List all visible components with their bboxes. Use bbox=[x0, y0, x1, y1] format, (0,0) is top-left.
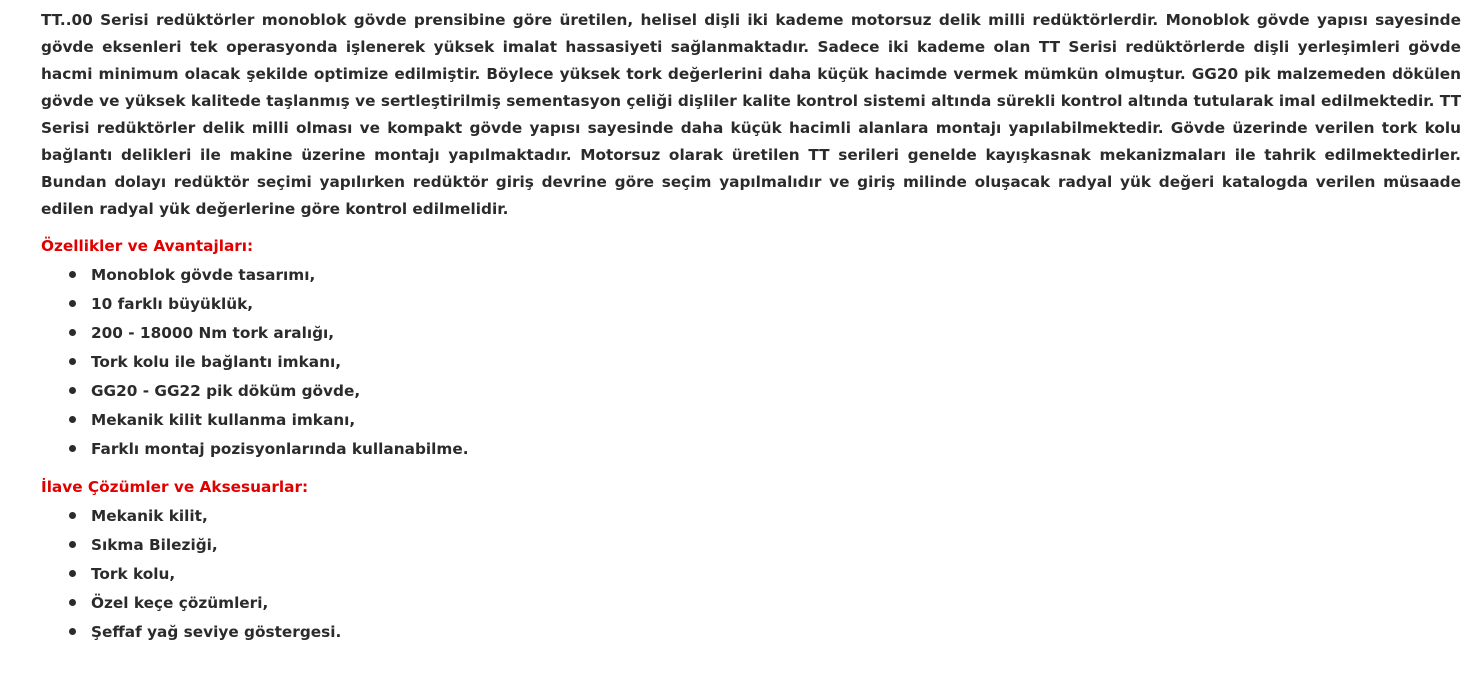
bullet-icon bbox=[69, 628, 76, 635]
list-item-text: Özel keçe çözümleri, bbox=[91, 594, 269, 612]
list-item bbox=[65, 502, 1461, 531]
bullet-icon bbox=[69, 541, 76, 548]
list-item-text: Mekanik kilit kullanma imkanı, bbox=[91, 411, 356, 429]
list-item bbox=[65, 348, 1461, 377]
list-item bbox=[65, 377, 1461, 406]
list-item-text: Monoblok gövde tasarımı, bbox=[91, 266, 316, 284]
accessories-heading: İlave Çözümler ve Aksesuarlar: bbox=[41, 478, 309, 496]
bullet-icon bbox=[69, 416, 76, 423]
list-item-text: 200 - 18000 Nm tork aralığı, bbox=[91, 324, 335, 342]
list-item bbox=[65, 589, 1461, 618]
list-item bbox=[65, 560, 1461, 589]
list-item bbox=[65, 618, 1461, 647]
bullet-icon bbox=[69, 271, 76, 278]
product-description bbox=[41, 7, 1461, 647]
list-item-text: GG20 - GG22 pik döküm gövde, bbox=[91, 382, 361, 400]
bullet-icon bbox=[69, 445, 76, 452]
list-item-text: Tork kolu ile bağlantı imkanı, bbox=[91, 353, 342, 371]
bullet-icon bbox=[69, 358, 76, 365]
bullet-icon bbox=[69, 300, 76, 307]
intro-paragraph: TT..00 Serisi redüktörler monoblok gövde prensibine göre üretilen, helisel dişli iki kademe motorsuz delik milli redüktörlerdir. Monoblok gövde yapısı sayesinde gövde eksenleri tek operasyonda işlenerek yüksek imalat hassasiyeti sağlanmaktadır. Sadece iki kademe olan TT Serisi redüktörlerde dişli yerleşimleri gövde hacmi minimum olacak şekilde optimize edilmiştir. Böylece yüksek tork değerlerini daha küçük hacimde vermek mümkün olmuştur. GG20 pik malzemeden dökülen gövde ve yüksek kalitede taşlanmış ve sertleştirilmiş sementasyon çeliği dişliler kalite kontrol sistemi altında sürekli kontrol altında tutularak imal edilmektedir. TT Serisi redüktörler delik milli olması ve kompakt gövde yapısı sayesinde daha küçük hacimli alanlara montajı yapılabilmektedir. Gövde üzerinde verilen tork kolu bağlantı delikleri ile makine üzerine montajı yapılmaktadır. Motorsuz olarak üretilen TT serileri genelde kayışkasnak mekanizmaları ile tahrik edilmektedirler. Bundan dolayı redüktör seçimi yapılırken redüktör giriş devrine göre seçim yapılmalıdır ve giriş milinde oluşacak radyal yük değeri katalogda verilen müsaade edilen radyal yük değerlerine göre kontrol edilmelidir. bbox=[41, 11, 1461, 218]
list-item-text: Şeffaf yağ seviye göstergesi. bbox=[91, 623, 342, 641]
list-item-text: 10 farklı büyüklük, bbox=[91, 295, 254, 313]
bullet-icon bbox=[69, 329, 76, 336]
list-item bbox=[65, 261, 1461, 290]
bullet-icon bbox=[69, 599, 76, 606]
list-item bbox=[65, 435, 1461, 464]
list-item-text: Farklı montaj pozisyonlarında kullanabilme. bbox=[91, 440, 469, 458]
list-item-text: Tork kolu, bbox=[91, 565, 176, 583]
list-item bbox=[65, 406, 1461, 435]
features-list bbox=[41, 261, 1461, 464]
list-item-text: Sıkma Bileziği, bbox=[91, 536, 218, 554]
bullet-icon bbox=[69, 512, 76, 519]
list-item bbox=[65, 319, 1461, 348]
bullet-icon bbox=[69, 387, 76, 394]
list-item-text: Mekanik kilit, bbox=[91, 507, 208, 525]
bullet-icon bbox=[69, 570, 76, 577]
list-item bbox=[65, 290, 1461, 319]
accessories-list bbox=[41, 502, 1461, 647]
list-item bbox=[65, 531, 1461, 560]
features-heading: Özellikler ve Avantajları: bbox=[41, 237, 254, 255]
